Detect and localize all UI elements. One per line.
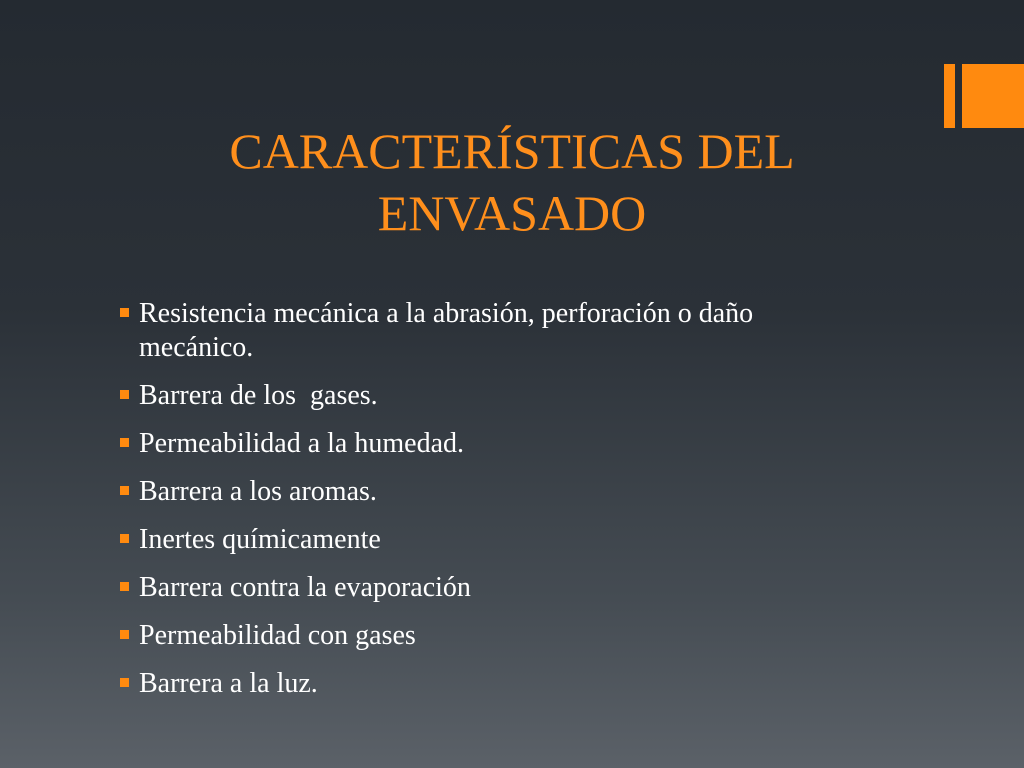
square-bullet-icon <box>120 438 129 447</box>
square-bullet-icon <box>120 390 129 399</box>
square-bullet-icon <box>120 678 129 687</box>
bullet-item <box>120 427 920 461</box>
bullet-item <box>120 571 920 605</box>
bullet-item <box>120 379 920 413</box>
slide-title-line-2: ENVASADO <box>377 185 647 241</box>
bullet-text: Resistencia mecánica a la abrasión, perforación o daño <box>139 298 754 329</box>
bullet-text: Barrera a los aromas. <box>139 476 377 507</box>
bullet-text: Inertes químicamente <box>139 524 381 555</box>
accent-decoration <box>944 64 1024 128</box>
square-bullet-icon <box>120 486 129 495</box>
square-bullet-icon <box>120 582 129 591</box>
bullet-text: Barrera de los gases. <box>139 380 378 411</box>
slide-title <box>110 120 914 244</box>
bullet-text: Permeabilidad a la humedad. <box>139 428 464 459</box>
square-bullet-icon <box>120 308 129 317</box>
bullet-text: Permeabilidad con gases <box>139 620 416 651</box>
bullet-item <box>120 523 920 557</box>
bullet-item <box>120 297 920 365</box>
accent-bar-thin <box>944 64 955 128</box>
square-bullet-icon <box>120 630 129 639</box>
square-bullet-icon <box>120 534 129 543</box>
bullet-item <box>120 475 920 509</box>
slide-title-line-1: CARACTERÍSTICAS DEL <box>229 123 795 179</box>
bullet-text-continued: mecánico. <box>139 332 254 363</box>
bullet-text: Barrera contra la evaporación <box>139 572 471 603</box>
bullet-list <box>120 297 920 715</box>
bullet-item <box>120 667 920 701</box>
bullet-item <box>120 619 920 653</box>
accent-bar-block <box>962 64 1024 128</box>
bullet-text: Barrera a la luz. <box>139 668 318 699</box>
